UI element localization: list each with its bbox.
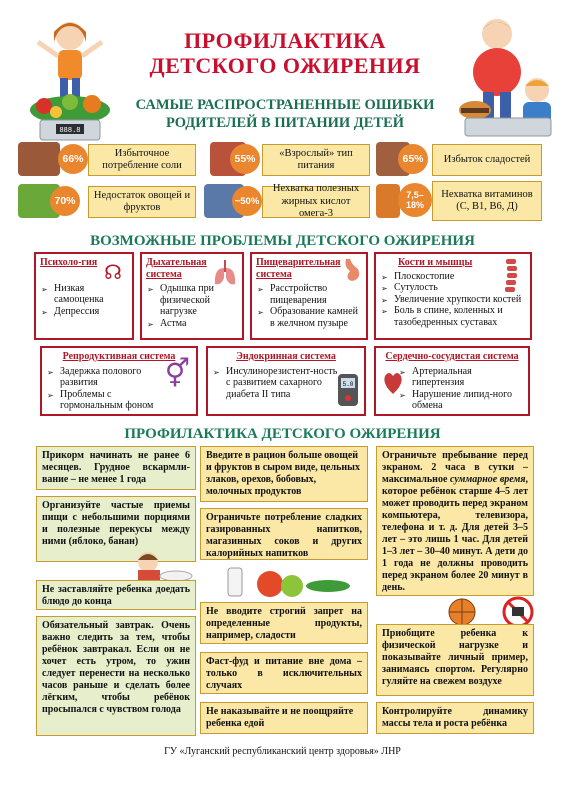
percent-badge: 7,5–18% (398, 183, 432, 217)
error-card: Нехватка полезных жирных кислот омега-3 (262, 186, 370, 218)
boy-fastfood-illustration (455, 10, 560, 145)
problem-title: Дыхательная система (146, 257, 207, 280)
percent-badge: 55% (230, 144, 260, 174)
stomach-icon (340, 257, 362, 283)
problem-card-endocrine: Эндокринная система ➢ Инсулинорезистент-ность с развитием сахарного диабета II типа 5.0 (206, 346, 366, 416)
vitamins-image (376, 184, 400, 218)
meat-salt-image (18, 142, 60, 176)
problem-card-cardiovascular: Сердечно-сосудистая система ➢ Артериальная гипертензия ➢ Нарушение липид-ного обмена (374, 346, 530, 416)
error-card: Нехватка витаминов (С, В1, В6, Д) (432, 181, 542, 221)
tip-card: Контролируйте динамику массы тела и роста ребёнка (376, 702, 534, 734)
tip-card: Приобщите ребенка к физической нагрузке и показывайте личный пример, занимаясь спортом. Регулярно гуляйте на свежем воздухе (376, 624, 534, 696)
tip-card: Ограничьте пребывание перед экраном. 2 часа в сутки – максимальное суммарное время, которое ребёнок старше 4–5 лет может проводить перед экраном компьютера, телевизора, телефона и т. д. Для детей 3–5 лет – это лишь 1 час. Для детей 1–3 лет – 30–40 минут. А дети до 1 года не должны проводить перед экраном более 20 минут в день. (376, 446, 534, 596)
error-card: Избыточное потребление соли (88, 144, 196, 176)
tip-card: Организуйте частые приемы пищи с небольшими порциями и полезные перекусы между ними (яблоко, банан) (36, 496, 196, 562)
error-card: «Взрослый» тип питания (262, 144, 370, 176)
percent-badge: ~50% (232, 186, 262, 216)
tip-card: Не заставляйте ребенка доедать блюдо до конца (36, 580, 196, 610)
problem-card-reproductive: Репродуктивная система ➢ Задержка полового развития ➢ Проблемы с гормональным фоном ⚥ (40, 346, 198, 416)
errors-subtitle: САМЫЕ РАСПРОСТРАНЕННЫЕ ОШИБКИ РОДИТЕЛЕЙ В ПИТАНИИ ДЕТЕЙ (135, 97, 435, 131)
percent-badge: 65% (398, 144, 428, 174)
problem-card-psychology: Психоло-гия ☊ ➢ Низкая самооценка ➢ Депрессия (34, 252, 134, 340)
problem-title: Эндокринная система (236, 351, 336, 362)
footer-credit: ГУ «Луганский республиканский центр здоровья» ЛНР (164, 746, 401, 757)
svg-text:888.8: 888.8 (59, 127, 81, 135)
brain-icon: ☊ (104, 260, 122, 285)
problem-title: Пищеварительная система (256, 257, 341, 280)
glucometer-icon (336, 370, 360, 410)
problem-card-digestive: Пищеварительная система ➢ Расстройство пищеварения ➢ Образование камней в желчном пузыре (250, 252, 368, 340)
percent-badge: 70% (50, 186, 80, 216)
tip-card: Введите в рацион больше овощей и фруктов в сыром виде, цельных злаков, орехов, бобовых, молочных продуктов (200, 446, 368, 502)
gender-symbols-icon: ⚥ (164, 357, 190, 390)
tip-card: Обязательный завтрак. Очень важно следить за тем, чтобы ребёнок завтракал. Если он не хочет есть утром, то ужин следует перенести на несколько часов раньше и сделать более лёгким, чтобы ребёнок просыпался с чувством голода (36, 616, 196, 736)
svg-text:5.0: 5.0 (342, 381, 354, 388)
child-eating-illustration (126, 548, 196, 582)
problem-title: Репродуктивная система (62, 351, 176, 362)
problem-title: Психоло-гия (40, 257, 98, 268)
error-card: Избыток сладостей (432, 144, 542, 176)
tip-card: Прикорм начинать не ранее 6 месяцев. Грудное вскармли-вание – не менее 1 года (36, 446, 196, 490)
tip-card: Ограничьте потребление сладких газированных напитков, магазинных соков и других калорийных напитков (200, 508, 368, 560)
page-title: ПРОФИЛАКТИКА ДЕТСКОГО ОЖИРЕНИЯ (149, 28, 421, 78)
percent-badge: 66% (58, 144, 88, 174)
tip-card: Не наказывайте и не поощряйте ребенка едой (200, 702, 368, 734)
tip-card: Фаст-фуд и питание вне дома – только в исключительных случаях (200, 652, 368, 694)
problem-card-bones: Кости и мышцы ➢ Плоскостопие ➢ Сутулость ➢ Увеличение хрупкости костей ➢ Боль в спине, коленных и тазобедренных суставах (374, 252, 532, 340)
heart-icon (382, 368, 404, 398)
problem-card-respiratory: Дыхательная система ➢ Одышка при физической нагрузке ➢ Астма (140, 252, 244, 340)
error-card: Недостаток овощей и фруктов (88, 186, 196, 218)
tip-card: Не вводите строгий запрет на определенные продукты, например, сладости (200, 602, 368, 644)
prevention-heading: ПРОФИЛАКТИКА ДЕТСКОГО ОЖИРЕНИЯ (124, 426, 441, 442)
problem-title: Кости и мышцы (398, 257, 473, 268)
sport-illustration (428, 594, 538, 628)
healthy-food-illustration (200, 562, 370, 602)
problems-heading: ВОЗМОЖНЫЕ ПРОБЛЕМЫ ДЕТСКОГО ОЖИРЕНИЯ (90, 233, 475, 249)
problem-title: Сердечно-сосудистая система (385, 351, 519, 362)
